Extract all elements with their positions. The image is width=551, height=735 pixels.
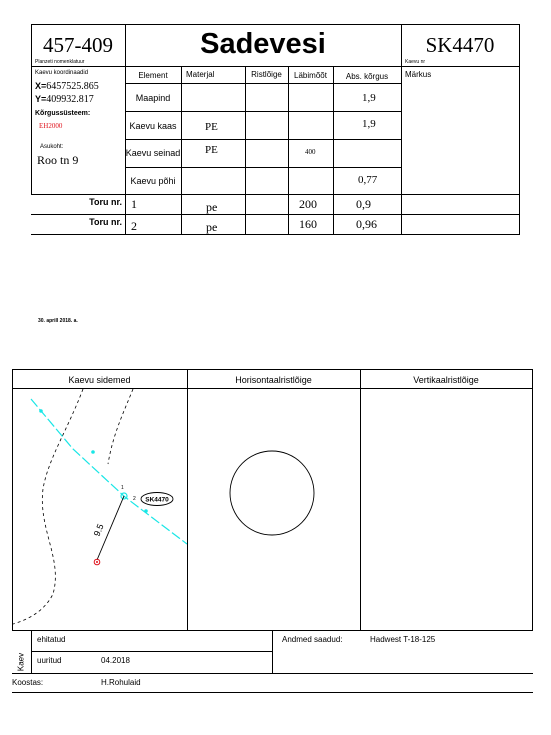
connections-sketch [13, 389, 187, 630]
well-cross-section [230, 451, 314, 535]
row-height: 1,9 [362, 118, 376, 130]
x-label: X= [35, 81, 47, 91]
pipe-number: 2 [131, 219, 137, 233]
row-element: Maapind [135, 93, 171, 103]
y-label: Y= [35, 94, 47, 104]
col-header-diameter: Läbimõõt [294, 71, 327, 80]
pipe-height: 0,9 [356, 197, 371, 211]
col-header-section: Ristlõige [251, 70, 282, 79]
col-header-element: Element [138, 71, 168, 80]
col-header-notes: Märkus [405, 70, 432, 79]
pipe-diameter: 200 [299, 197, 317, 211]
row-material: PE [205, 121, 218, 133]
height-system-value: EH2000 [39, 122, 63, 130]
page-title: Sadevesi [200, 28, 326, 60]
status-surveyed: uuritud [37, 656, 62, 665]
location-value: Roo tn 9 [37, 153, 79, 167]
pipe-number: 1 [131, 197, 137, 211]
sheet-number: 457-409 [43, 33, 113, 57]
pipe-node [91, 450, 95, 454]
node-label: 1 [121, 485, 124, 491]
data-source-label: Andmed saadud: [282, 635, 343, 644]
property-boundary-line [108, 389, 133, 464]
col-title-horizontal-section: Horisontaalristlõige [235, 375, 312, 385]
pipe-material: pe [206, 220, 218, 234]
row-height: 1,9 [362, 92, 376, 104]
location-label: Asukoht: [40, 144, 64, 150]
status-built: ehitatud [37, 635, 66, 644]
well-number: SK4470 [425, 33, 495, 57]
coords-label: Kaevu koordinaadid [35, 70, 89, 76]
pipe-material: pe [206, 200, 218, 214]
y-value: 409932.817 [46, 94, 94, 105]
well-caption: Kaevu nr [405, 59, 426, 65]
pipe-label: Toru nr. [89, 197, 122, 207]
height-system-label: Kõrgussüsteem: [35, 110, 91, 117]
pipe-label: Toru nr. [89, 217, 122, 227]
pipe-tag: 2 [133, 496, 136, 502]
row-element: Kaevu kaas [129, 121, 177, 131]
data-source-value: Hadwest T-18-125 [370, 635, 436, 644]
row-element: Kaevu põhi [130, 176, 176, 186]
y-coordinate [35, 94, 94, 105]
pipe-node [144, 509, 148, 513]
pipe-line [31, 399, 187, 544]
date-note: 30. aprill 2018. a. [38, 318, 78, 324]
well-tag: SK4470 [145, 496, 169, 504]
col-header-height: Abs. kõrgus [345, 72, 389, 81]
property-boundary-line [13, 389, 83, 624]
pipe-height: 0,96 [356, 217, 377, 231]
row-material: PE [205, 144, 218, 156]
author-label: Koostas: [12, 678, 44, 687]
side-label: Kaev [16, 652, 26, 672]
row-height: 0,77 [358, 174, 378, 186]
survey-date: 04.2018 [101, 656, 130, 665]
col-title-vertical-section: Vertikaalristlõige [413, 375, 479, 385]
x-coordinate [35, 81, 99, 92]
col-title-connections: Kaevu sidemed [68, 375, 131, 385]
horizontal-section-drawing [188, 389, 360, 630]
col-header-material: Materjal [186, 70, 215, 79]
sheet-caption: Planzeti nomenklatuur [35, 59, 85, 65]
distance-label: 9.5 [91, 522, 106, 538]
x-value: 6457525.865 [46, 81, 99, 92]
author-value: H.Rohulaid [101, 678, 141, 687]
pipe-node [39, 409, 43, 413]
pipe-diameter: 160 [299, 217, 317, 231]
reference-marker [96, 561, 98, 563]
row-diameter: 400 [305, 148, 316, 156]
row-element: Kaevu seinad [125, 148, 181, 158]
